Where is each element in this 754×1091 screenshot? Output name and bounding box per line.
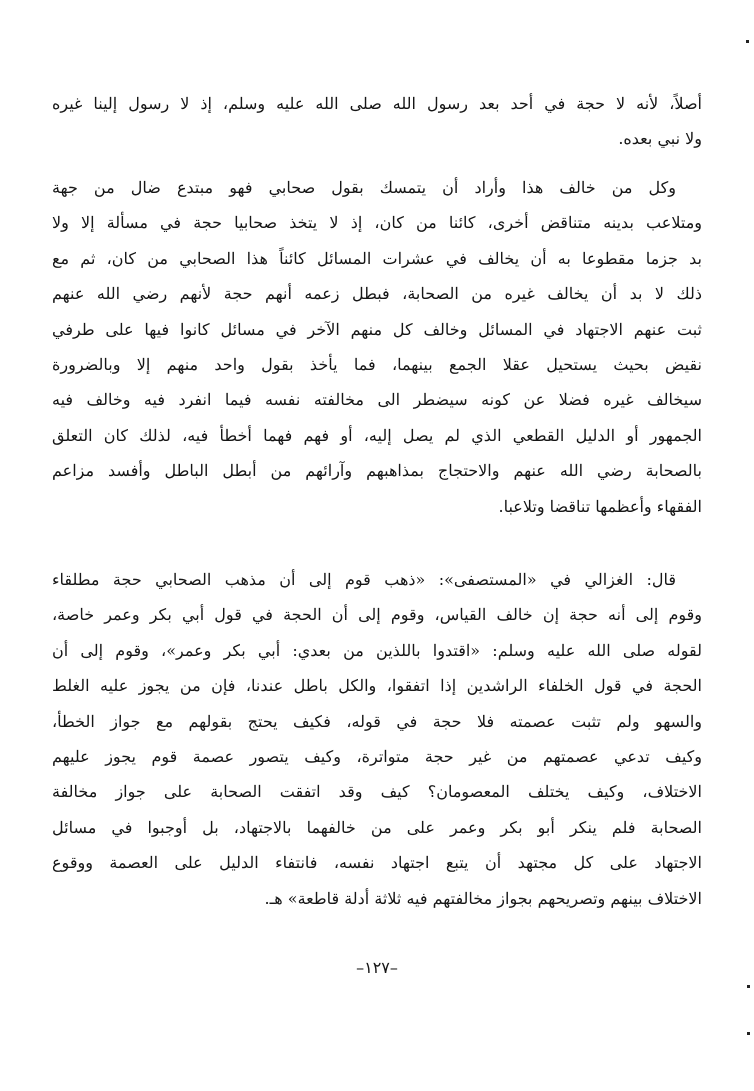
text-line: ثبت عنهم الاجتهاد في المسائل وخالف كل منهم الآخر في مسائل كانوا فيها على طرفي — [52, 319, 702, 339]
text-line: بد جزما مقطوعا به أن يخالف في عشرات المسائل كائناً هذا الصحابي من كان، ثم مع — [52, 248, 702, 268]
text-line-content: قال: الغزالي في «المستصفى»: «ذهب قوم إلى أن مذهب الصحابي حجة مطلقاء — [52, 570, 676, 589]
text-line: نقيض بحيث يستحيل عقلا الجمع بينهما، فما يأخذ بقول واحد منهم إلا وبالضرورة — [52, 355, 702, 375]
text-line: الجمهور أو الدليل القطعي الذي لم يصل إليه، أو فهم فهما أخطأ فيه، لذلك كان التعلق — [52, 425, 702, 445]
text-line: وقوم إلى أنه حجة إن خالف القياس، وقوم إلى أن الحجة في قول أبي بكر وعمر خاصة، — [52, 605, 702, 625]
text-line: ذلك لا بد أن يخالف غيره من الصحابة، فبطل زعمه أنهم حجة لأنهم رضي الله عنهم — [52, 284, 703, 304]
text-line: الصحابة فلم ينكر أبو بكر وعمر على من خالفهما بالاجتهاد، بل أوجبوا في مسائل — [52, 817, 702, 837]
text-line: الاجتهاد على كل مجتهد أن يتبع اجتهاد نفسه، فانتفاء الدليل على العصمة ووقوع — [52, 853, 702, 873]
text-line: بالصحابة رضي الله عنهم والاحتجاج بمذاهبهم وآرائهم من أبطل الباطل وأفسد مزاعم — [52, 461, 702, 481]
text-line: الاختلاف، وكيف يختلف المعصومان؟ كيف وقد اتفقت الصحابة على جواز مخالفة — [52, 782, 702, 802]
text-line: سيخالف غيره فضلا عن كونه سيضطر الى مخالفته نفسه فيما انفرد فيه وخالف فيه — [52, 390, 702, 410]
text-line — [52, 562, 702, 597]
text-line: لقوله صلى الله عليه وسلم: «اقتدوا باللذين من بعدي: أبي بكر وعمر»، وقوم إلى أن — [52, 640, 702, 660]
text-line-content: وكل من خالف هذا وأراد أن يتمسك بقول صحابي فهو مبتدع ضال من جهة — [52, 178, 676, 197]
text-line: الاختلاف بينهم وتصريحهم بجواز مخالفتهم فيه ثلاثة أدلة قاطعة» هـ. — [264, 888, 702, 908]
text-line: أصلاً، لأنه لا حجة في أحد بعد رسول الله صلى الله عليه وسلم، إذ لا رسول إلينا غيره — [52, 94, 702, 113]
paragraph — [52, 86, 702, 157]
text-line: والسهو ولم تثبت عصمته فلا حجة في قوله، فكيف يحتج بقولهم مع جواز الخطأ، — [52, 711, 702, 731]
paragraph — [52, 170, 702, 524]
scan-mark — [747, 985, 750, 988]
scan-mark — [746, 40, 749, 43]
text-line: وكيف تدعي عصمتهم من غير حجة متواترة، وكيف يتصور عصمة قوم يجوز عليهم — [52, 747, 702, 767]
paragraph — [52, 562, 702, 916]
text-line: ولا نبي بعده. — [618, 129, 702, 149]
scan-mark — [747, 1032, 750, 1035]
text-line — [52, 170, 702, 205]
page-number: –١٢٧– — [356, 958, 398, 977]
text-line: الفقهاء وأعظمها تناقضا وتلاعبا. — [498, 496, 702, 516]
text-line: ومتلاعب بدينه متناقض أخرى، كائنا من كان، إذ لا يتخذ صحابيا حجة في مسألة إلا ولا — [52, 213, 702, 233]
text-line: الحجة في قول الخلفاء الراشدين إذا اتفقوا، والكل باطل عندنا، فإن من يجوز عليه الغلط — [52, 676, 702, 696]
